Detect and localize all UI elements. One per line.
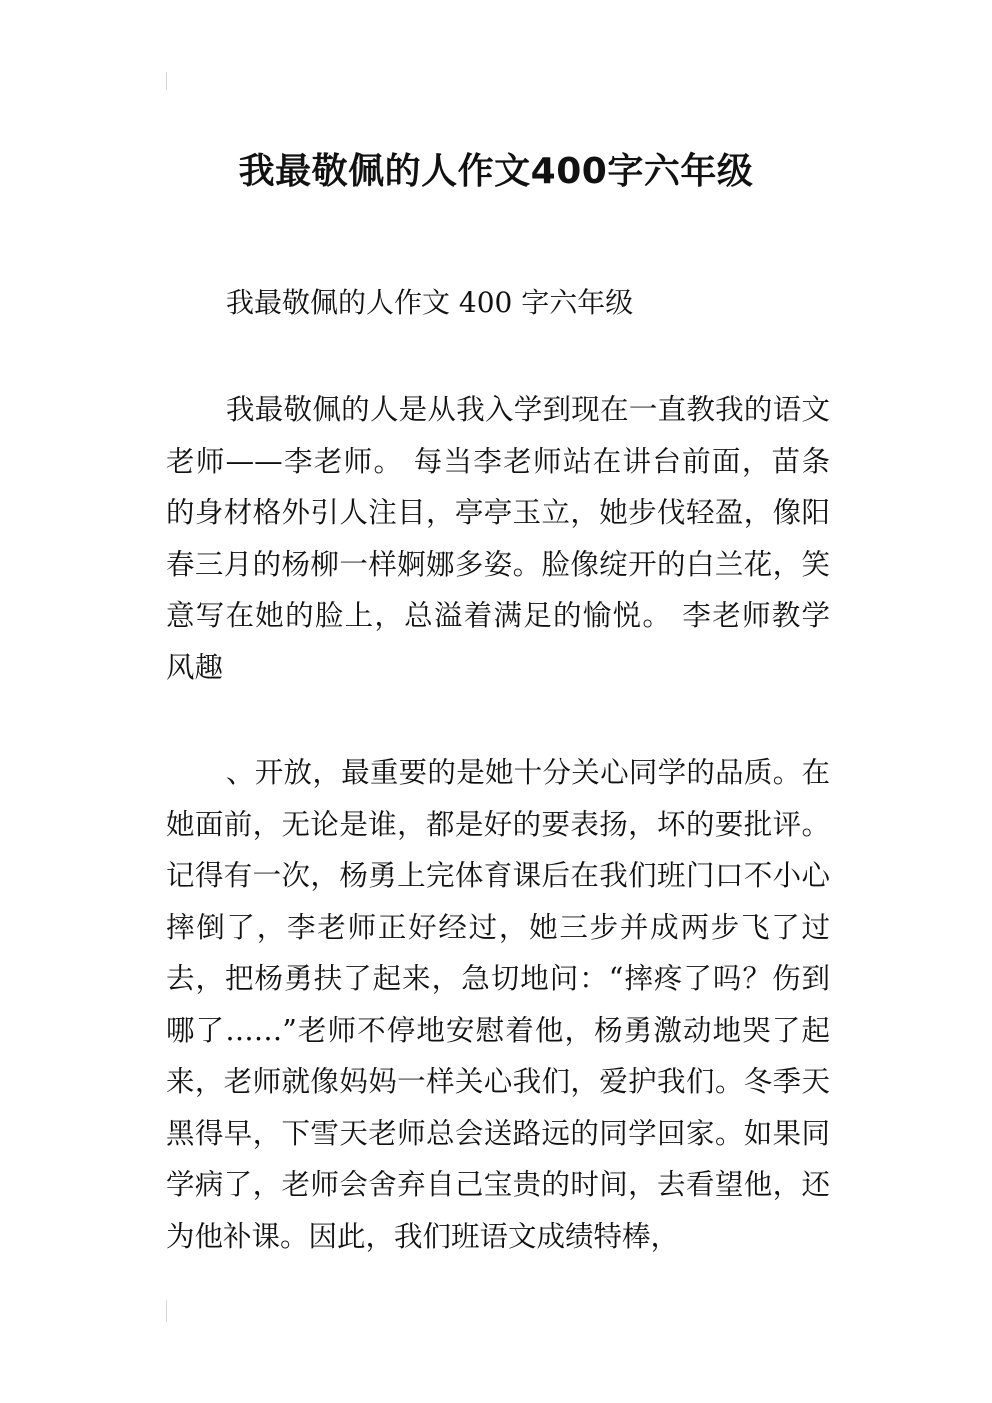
page-corner-mark-top	[166, 72, 167, 90]
document-title: 我最敬佩的人作文400字六年级	[238, 151, 754, 193]
paragraph-1: 我最敬佩的人是从我入学到现在一直教我的语文老师——李老师。 每当李老师站在讲台前面，苗条的身材格外引人注目，亭亭玉立，她步伐轻盈，像阳春三月的杨柳一样婀娜多姿。脸像绽开的白兰花，笑意写在她的脸上，总溢着满足的愉悦。 李老师教学风趣	[166, 393, 830, 684]
document-subtitle: 我最敬佩的人作文 400 字六年级	[226, 286, 634, 319]
page-corner-mark-bottom	[166, 1300, 167, 1322]
paragraph-2: 、开放，最重要的是她十分关心同学的品质。在她面前，无论是谁，都是好的要表扬，坏的要批评。记得有一次，杨勇上完体育课后在我们班门口不小心摔倒了，李老师正好经过，她三步并成两步飞了过去，把杨勇扶了起来，急切地问：“摔疼了吗？伤到哪了……”老师不停地安慰着他，杨勇激动地哭了起来，老师就像妈妈一样关心我们，爱护我们。冬季天黑得早，下雪天老师总会送路远的同学回家。如果同学病了，老师会舍弃自己宝贵的时间，去看望他，还为他补课。因此，我们班语文成绩特棒，	[166, 756, 830, 1253]
